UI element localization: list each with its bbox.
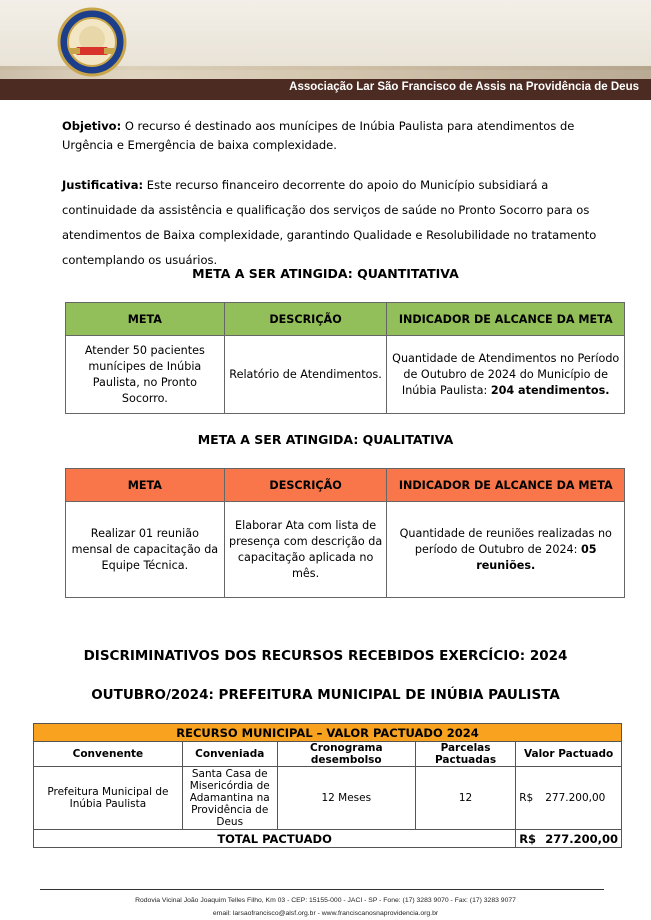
table-header-row: [34, 742, 622, 767]
association-name: Associação Lar São Francisco de Assis na Providência de Deus: [289, 81, 639, 93]
table-row: [66, 502, 625, 598]
conveniada-cell: Santa Casa de Misericórdia de Adamantina na Providência de Deus: [182, 767, 277, 830]
footer-contact: email: larsaofrancisco@alsf.org.br - www.franciscanosnaprovidencia.org.br: [212, 910, 439, 917]
currency-symbol: R$: [519, 792, 534, 804]
footer-divider: [40, 889, 604, 890]
finance-table: [33, 723, 622, 848]
cronograma-cell: 12 Meses: [277, 767, 415, 830]
valor-cell: [516, 767, 622, 830]
column-header-parcelas: Parcelas Pactuadas: [415, 742, 515, 767]
descricao-cell: Relatório de Atendimentos.: [224, 336, 387, 414]
table-header-row: [66, 469, 625, 502]
total-row: [34, 830, 622, 848]
parcelas-cell: 12: [415, 767, 515, 830]
objetivo-label: Objetivo:: [62, 119, 122, 133]
finance-banner: RECURSO MUNICIPAL – VALOR PACTUADO 2024: [34, 724, 622, 742]
objetivo-paragraph: [62, 117, 602, 155]
column-header-convenente: Convenente: [34, 742, 183, 767]
total-amount: 277.200,00: [545, 831, 618, 846]
finance-banner-row: [34, 724, 622, 742]
discriminativos-subtitle: OUTUBRO/2024: PREFEITURA MUNICIPAL DE INÚBIA PAULISTA: [91, 687, 560, 703]
column-header-cronograma: Cronograma desembolso: [277, 742, 415, 767]
meta-cell: Atender 50 pacientes munícipes de Inúbia Paulista, no Pronto Socorro.: [66, 336, 225, 414]
total-label: TOTAL PACTUADO: [34, 830, 516, 848]
discriminativos-title: DISCRIMINATIVOS DOS RECURSOS RECEBIDOS EXERCÍCIO: 2024: [83, 648, 568, 664]
justificativa-label: Justificativa:: [62, 178, 144, 192]
letterhead-banner: [0, 0, 651, 101]
descricao-cell: Elaborar Ata com lista de presença com descrição da capacitação aplicada no mês.: [224, 502, 387, 598]
indicador-cell: [387, 336, 625, 414]
meta-cell: Realizar 01 reunião mensal de capacitação da Equipe Técnica.: [66, 502, 225, 598]
column-header-valor: Valor Pactuado: [516, 742, 622, 767]
column-header-indicador: INDICADOR DE ALCANCE DA META: [387, 469, 625, 502]
column-header-descricao: DESCRIÇÃO: [224, 469, 387, 502]
total-currency-symbol: R$: [519, 831, 537, 846]
indicador-text: Quantidade de reuniões realizadas no período de Outubro de 2024:: [399, 526, 612, 556]
table-header-row: [66, 303, 625, 336]
total-value-cell: [516, 830, 622, 848]
qualitativa-title: META A SER ATINGIDA: QUALITATIVA: [197, 432, 454, 447]
indicador-value: 204 atendimentos.: [490, 383, 610, 397]
quantitativa-table: [65, 302, 625, 414]
column-header-meta: META: [66, 303, 225, 336]
justificativa-text: Este recurso financeiro decorrente do apoio do Município subsidiará a continuidade da assistência e qualificação dos serviços de saúde no Pronto Socorro para os atendimentos de Baixa complexidade, garantindo Qualidade e Resolubilidade no tratamento contemplando os usuários.: [62, 178, 597, 267]
qualitativa-table: [65, 468, 625, 598]
column-header-descricao: DESCRIÇÃO: [224, 303, 387, 336]
association-seal-logo: [56, 7, 128, 77]
valor-amount: 277.200,00: [545, 792, 606, 804]
column-header-meta: META: [66, 469, 225, 502]
table-row: [34, 767, 622, 830]
footer-address: Rodovia Vicinal João Joaquim Telles Filho, Km 03 - CEP: 15155-000 - JACI - SP - Fone: (17) 3283 9070 - Fax: (17) 3283 9077: [135, 897, 516, 904]
justificativa-paragraph: [62, 173, 602, 273]
column-header-conveniada: Conveniada: [182, 742, 277, 767]
table-row: [66, 336, 625, 414]
objetivo-text: O recurso é destinado aos munícipes de Inúbia Paulista para atendimentos de Urgência e Emergência de baixa complexidade.: [62, 119, 575, 152]
indicador-text: Quantidade de Atendimentos no Período de Outubro de 2024 do Município de Inúbia Paulista:: [392, 351, 620, 397]
convenente-cell: Prefeitura Municipal de Inúbia Paulista: [34, 767, 183, 830]
column-header-indicador: INDICADOR DE ALCANCE DA META: [387, 303, 625, 336]
quantitativa-title: META A SER ATINGIDA: QUANTITATIVA: [192, 266, 459, 281]
indicador-cell: [387, 502, 625, 598]
indicador-value: 05 reuniões.: [476, 542, 597, 572]
